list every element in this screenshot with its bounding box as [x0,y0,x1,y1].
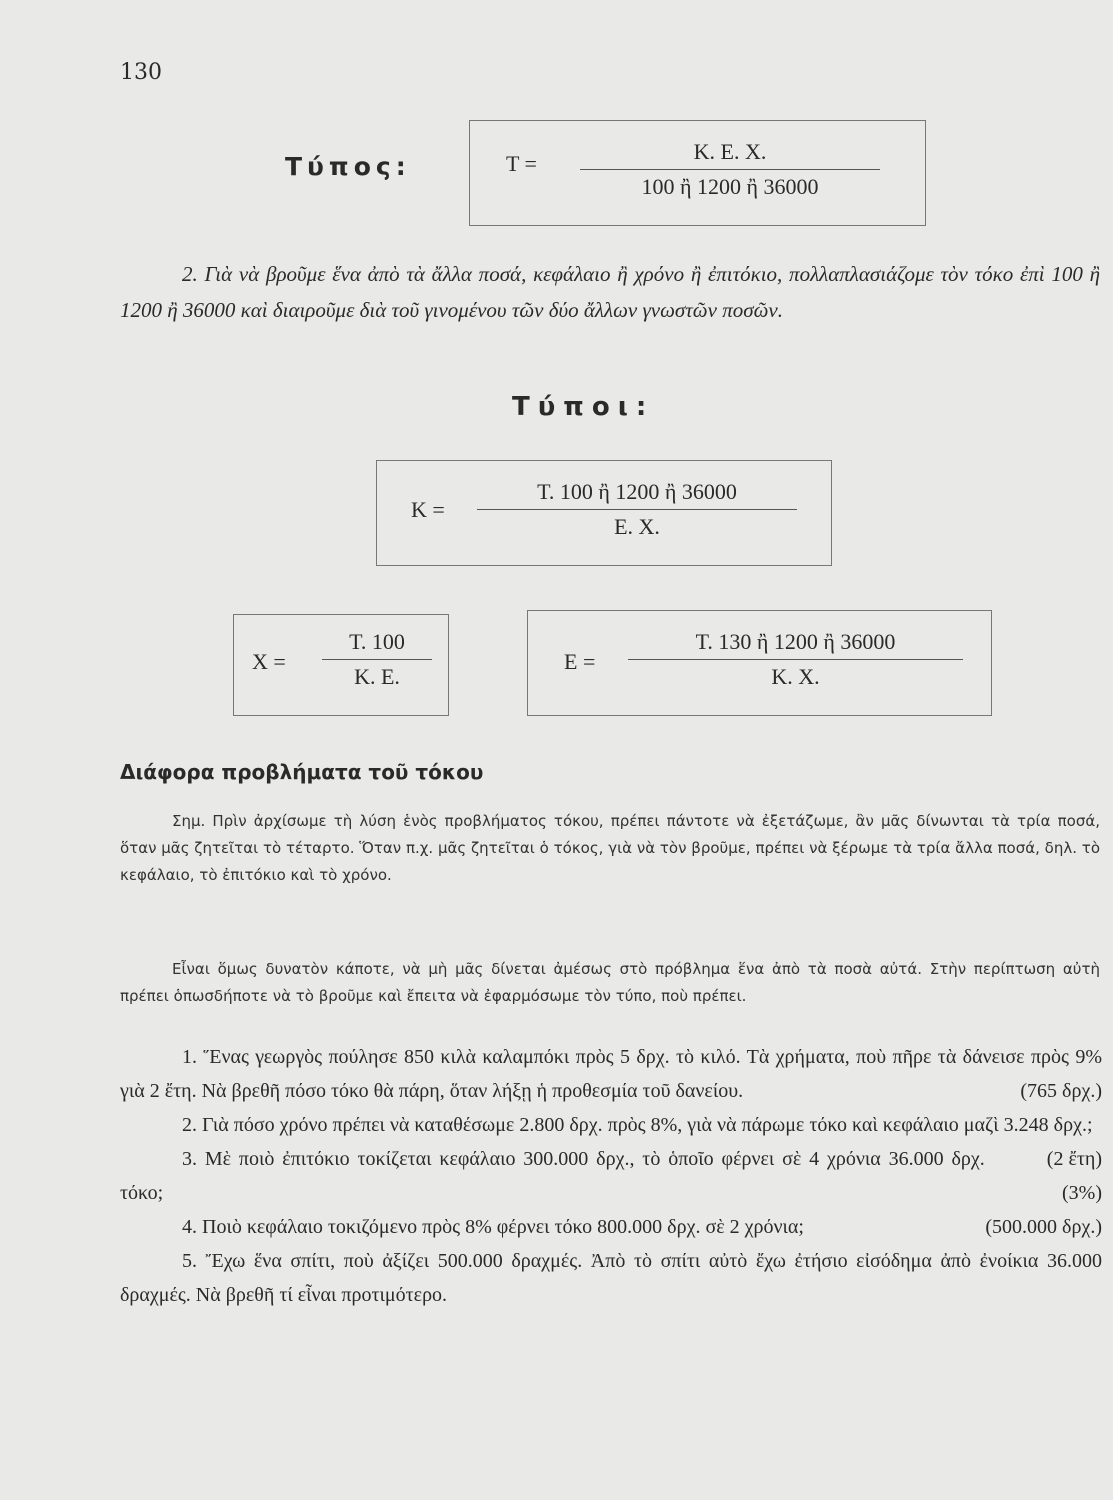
formula-T-denominator: 100 ἢ 1200 ἢ 36000 [641,174,819,199]
problem-item [120,1142,1102,1210]
problem-list [120,1040,1102,1312]
formula-T-numerator: Κ. Ε. Χ. [693,139,767,164]
formula-T-lhs: Τ = [506,151,537,176]
problem-text: 3. Μὲ ποιὸ ἐπιτόκιο τοκίζεται κεφάλαιο 300.000 δρχ., τὸ ὁποῖο φέρνει σὲ 4 χρόνια 36.000 δρχ. τόκο; [120,1148,985,1204]
problem-text: 2. Γιὰ πόσο χρόνο πρέπει νὰ καταθέσωμε 2.800 δρχ. πρὸς 8%, γιὰ νὰ πάρωμε τόκο καὶ κεφάλαιο μαζὶ 3.248 δρχ.; [182,1114,1093,1136]
formula-E-box [527,610,992,716]
problem-text: 4. Ποιὸ κεφάλαιο τοκιζόμενο πρὸς 8% φέρνει τόκο 800.000 δρχ. σὲ 2 χρόνια; [182,1216,804,1238]
formula-X-lhs: Χ = [252,649,286,674]
formula-T-fraction [580,139,880,200]
note-paragraph-2: Εἶναι ὅμως δυνατὸν κάποτε, νὰ μὴ μᾶς δίνεται ἀμέσως στὸ πρόβλημα ἕνα ἀπὸ τὰ ποσὰ αὐτά. Στὴν περίπτωση αὐτὴ πρέπει ὁπωσδήποτε νὰ τὸ βροῦμε καὶ ἔπειτα νὰ ἐφαρμόσωμε τὸν τύπο, ποὺ πρέπει. [120,960,1100,1005]
fraction-bar [477,509,797,510]
formula-E-denominator: Κ. Χ. [771,664,820,689]
typos-label: Τύπος: [285,152,411,181]
problem-answer: (3%) [1062,1182,1102,1204]
section-title: Διάφορα προβλήματα τοῦ τόκου [120,760,484,784]
problem-text: 1. Ἕνας γεωργὸς πούλησε 850 κιλὰ καλαμπόκι πρὸς 5 δρχ. τὸ κιλό. Τὰ χρήματα, ποὺ πῆρε τὰ δάνεισε πρὸς 9% γιὰ 2 ἔτη. Νὰ βρεθῆ πόσο τόκο θὰ πάρη, ὅταν λήξῃ ἡ προθεσμία τοῦ δανείου. [120,1046,1102,1102]
page-number: 130 [120,60,162,85]
typoi-label: Τύποι: [512,392,655,422]
formula-K-denominator: Ε. Χ. [614,514,660,539]
formula-E-lhs: Ε = [564,649,596,674]
formula-X-numerator: Τ. 100 [349,629,405,654]
formula-X-denominator: Κ. Ε. [354,664,400,689]
fraction-bar [322,659,432,660]
formula-K-box [376,460,832,566]
problem-item [120,1108,1102,1170]
paragraph-2: 2. Γιὰ νὰ βροῦμε ἕνα ἀπὸ τὰ ἄλλα ποσά, κεφάλαιο ἢ χρόνο ἢ ἐπιτόκιο, πολλαπλασιάζομε τὸν τόκο ἐπὶ 100 ἢ 1200 ἢ 36000 καὶ διαιροῦμε διὰ τοῦ γινομένου τῶν δύο ἄλλων γνωστῶν ποσῶν. [120,262,1100,322]
formula-K-numerator: Τ. 100 ἢ 1200 ἢ 36000 [537,479,737,504]
formula-E-numerator: Τ. 130 ἢ 1200 ἢ 36000 [695,629,896,654]
problem-answer: (2 ἔτη) [1046,1148,1102,1170]
problem-item [120,1244,1102,1312]
formula-T-box [469,120,926,226]
formula-E-fraction [628,629,963,690]
problem-answer: (500.000 δρχ.) [985,1216,1102,1238]
formula-X-fraction [322,629,432,690]
fraction-bar [580,169,880,170]
problem-answer: (765 δρχ.) [1020,1080,1102,1102]
problem-item [120,1210,1102,1244]
formula-X-box [233,614,449,716]
formula-K-lhs: Κ = [411,497,445,522]
fraction-bar [628,659,963,660]
note-paragraph-1: Σημ. Πρὶν ἀρχίσωμε τὴ λύση ἑνὸς προβλήματος τόκου, πρέπει πάντοτε νὰ ἐξετάζωμε, ἂν μᾶς δίνωνται τὰ τρία ποσά, ὅταν μᾶς ζητεῖται τὸ τέταρτο. Ὅταν π.χ. μᾶς ζητεῖται ὁ τόκος, γιὰ νὰ τὸν βροῦμε, πρέπει νὰ ξέρωμε τὰ τρία ἄλλα ποσά, δηλ. τὸ κεφάλαιο, τὸ ἐπιτόκιο καὶ τὸ χρόνο. [120,812,1100,884]
formula-K-fraction [477,479,797,540]
problem-text: 5. Ἔχω ἕνα σπίτι, ποὺ ἀξίζει 500.000 δραχμές. Ἀπὸ τὸ σπίτι αὐτὸ ἔχω ἐτήσιο εἰσόδημα ἀπὸ ἐνοίκια 36.000 δραχμές. Νὰ βρεθῆ τί εἶναι προτιμότερο. [120,1250,1102,1306]
problem-item [120,1040,1102,1108]
